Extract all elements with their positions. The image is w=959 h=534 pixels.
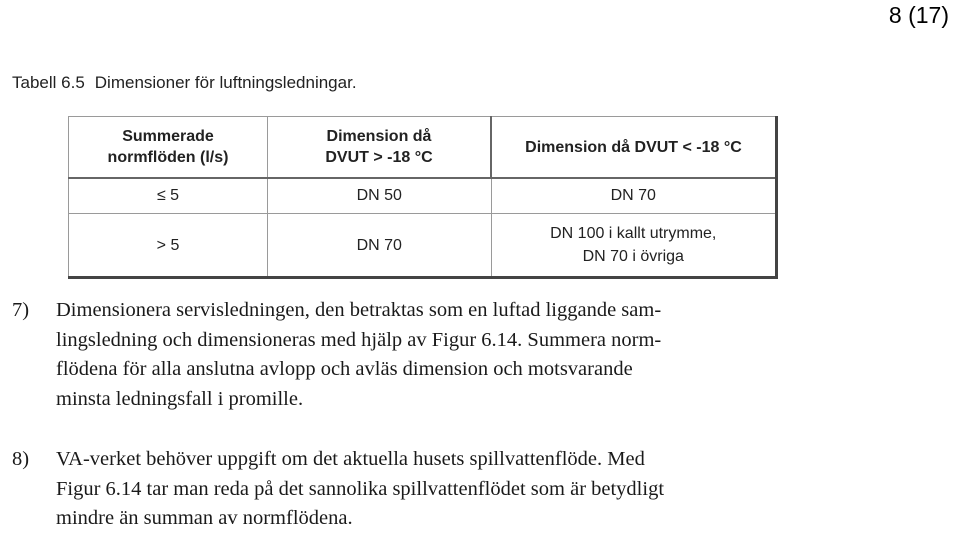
- paragraph-line: flödena för alla anslutna avlopp och avläs dimension och motsvarande: [56, 358, 633, 380]
- table-caption-title: Dimensioner för luftningsledningar.: [94, 73, 357, 92]
- paragraph-8: [12, 445, 664, 534]
- cell-dim-cold: DN 100 i kallt utrymme, DN 70 i övriga: [491, 214, 777, 278]
- cell-dim-cold: DN 70: [491, 178, 777, 214]
- page-number: 8 (17): [888, 2, 949, 28]
- table-header-row: [69, 117, 777, 179]
- dimension-table: [68, 116, 778, 279]
- header-summed-flow: Summerade normflöden (l/s): [69, 117, 268, 179]
- paragraph-7: [12, 296, 661, 414]
- table-row: [69, 214, 777, 278]
- header-dimension-warm: Dimension då DVUT > -18 °C: [268, 117, 492, 179]
- table-caption-label: Tabell 6.5: [12, 73, 85, 92]
- table-caption: [12, 73, 357, 93]
- paragraph-line: VA-verket behöver uppgift om det aktuella husets spillvattenflöde. Med: [56, 448, 645, 470]
- paragraph-number: 7): [12, 299, 30, 321]
- cell-dim-warm: DN 50: [268, 178, 492, 214]
- paragraph-line: minsta ledningsfall i promille.: [56, 387, 304, 410]
- header-dimension-cold: Dimension då DVUT < -18 °C: [491, 117, 777, 179]
- cell-flow: > 5: [69, 214, 268, 278]
- table-row: [69, 178, 777, 214]
- paragraph-line: Dimensionera servisledningen, den betraktas som en luftad liggande sam-: [56, 299, 662, 321]
- paragraph-line: lingsledning och dimensioneras med hjälp av Figur 6.14. Summera norm-: [56, 328, 662, 351]
- paragraph-number: 8): [12, 448, 30, 470]
- paragraph-line: Figur 6.14 tar man reda på det sannolika spillvattenflödet som är betydligt: [56, 477, 665, 500]
- paragraph-line: mindre än summan av normflödena.: [56, 507, 353, 529]
- cell-dim-warm: DN 70: [268, 214, 492, 278]
- cell-flow: ≤ 5: [69, 178, 268, 214]
